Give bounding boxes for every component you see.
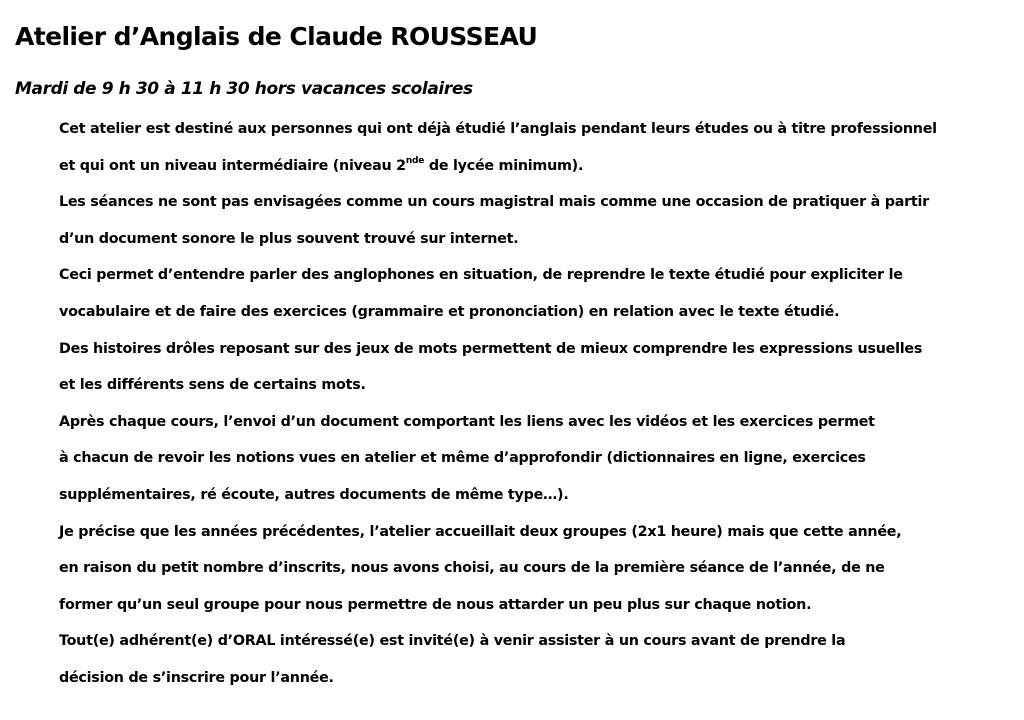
text-line-segment: de lycée minimum). <box>424 157 584 174</box>
text-line: et les différents sens de certains mots. <box>59 377 366 394</box>
schedule-subtitle: Mardi de 9 h 30 à 11 h 30 hors vacances scolaires <box>15 79 473 99</box>
text-line <box>59 148 1009 185</box>
page-title: Atelier d’Anglais de Claude ROUSSEAU <box>15 22 538 51</box>
text-line: d’un document sonore le plus souvent trouvé sur internet. <box>59 230 519 247</box>
text-line: supplémentaires, ré écoute, autres documents de même type…). <box>59 486 569 503</box>
text-line: Les séances ne sont pas envisagées comme un cours magistral mais comme une occasion de pratiquer à partir <box>59 194 929 211</box>
text-line: Après chaque cours, l’envoi d’un document comportant les liens avec les vidéos et les exercices permet <box>59 413 875 430</box>
level-superscript: nde <box>405 155 425 166</box>
text-line: en raison du petit nombre d’inscrits, nous avons choisi, au cours de la première séance de l’année, de ne <box>59 560 885 577</box>
text-line: Tout(e) adhérent(e) d’ORAL intéressé(e) est invité(e) à venir assister à un cours avant de prendre la <box>59 633 846 650</box>
text-line: Cet atelier est destiné aux personnes qui ont déjà étudié l’anglais pendant leurs études ou à titre professionnel <box>59 121 937 137</box>
text-line: à chacun de revoir les notions vues en atelier et même d’approfondir (dictionnaires en ligne, exercices <box>59 450 866 467</box>
text-line: vocabulaire et de faire des exercices (grammaire et prononciation) en relation avec le texte étudié. <box>59 303 840 320</box>
text-line: former qu’un seul groupe pour nous permettre de nous attarder un peu plus sur chaque notion. <box>59 596 812 613</box>
text-line: Des histoires drôles reposant sur des jeux de mots permettent de mieux comprendre les expressions usuelles <box>59 340 923 357</box>
text-line: Ceci permet d’entendre parler des anglophones en situation, de reprendre le texte étudié pour expliciter le <box>59 267 903 284</box>
description-body <box>59 111 1009 697</box>
text-line: Je précise que les années précédentes, l’atelier accueillait deux groupes (2x1 heure) mais que cette année, <box>59 523 902 540</box>
text-line: décision de s’inscrire pour l’année. <box>59 669 334 686</box>
text-line-segment: et qui ont un niveau intermédiaire (niveau 2 <box>59 157 406 174</box>
